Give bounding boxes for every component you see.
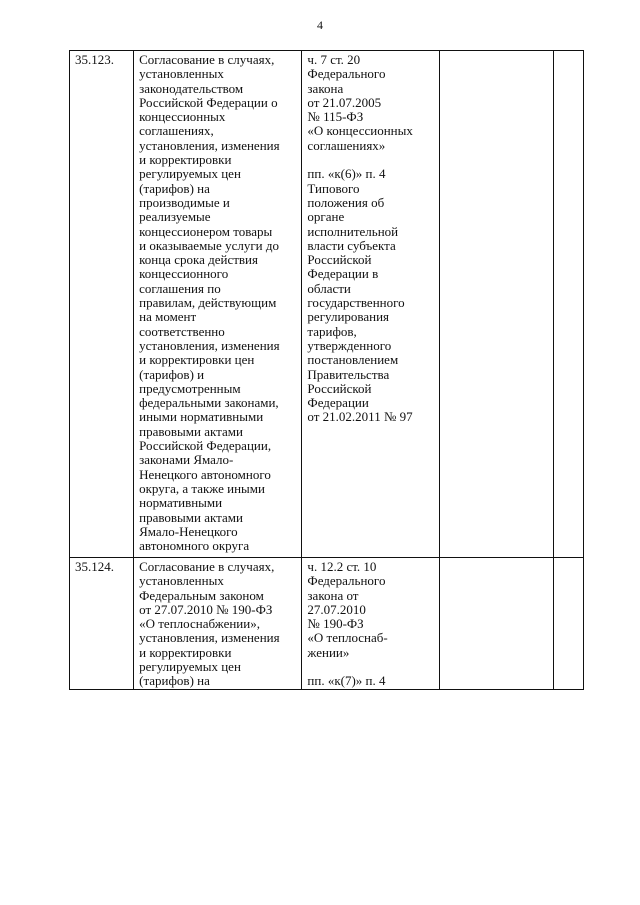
- text-line: и корректировки: [139, 152, 232, 168]
- text-line: иными нормативными: [139, 409, 264, 425]
- text-line: Согласование в случаях,: [139, 559, 275, 574]
- row-number: 35.124.: [75, 559, 114, 574]
- text-line: № 190-ФЗ: [307, 616, 364, 632]
- text-line: правовыми актами: [139, 423, 243, 439]
- text-line: от 21.02.2011 № 97: [307, 409, 413, 425]
- text-line: положения об: [307, 194, 385, 210]
- text-line: области: [307, 280, 351, 296]
- text-line: утвержденного: [307, 337, 392, 353]
- text-line: соглашениях»: [307, 137, 386, 153]
- text-line: и оказываемые услуги до: [139, 237, 279, 253]
- text-line: концессионных: [139, 109, 226, 125]
- text-line: и корректировки цен: [139, 352, 255, 368]
- legal-basis-text-1: [307, 53, 435, 153]
- text-line: на момент: [139, 309, 197, 325]
- legal-basis-cell: [302, 558, 439, 690]
- row-number-cell: [70, 558, 134, 690]
- text-line: ч. 7 ст. 20: [307, 52, 361, 67]
- empty-cell: [439, 51, 553, 558]
- text-line: (тарифов) на: [139, 180, 210, 196]
- text-line: Российской: [307, 252, 372, 268]
- text-line: Ненецкого автономного: [139, 466, 271, 482]
- text-line: 27.07.2010: [307, 601, 366, 617]
- text-line: «О концессионных: [307, 123, 413, 139]
- text-line: от 27.07.2010 № 190-ФЗ: [139, 601, 273, 617]
- text-line: органе: [307, 209, 345, 225]
- text-line: от 21.07.2005: [307, 94, 382, 110]
- text-line: установления, изменения: [139, 137, 280, 153]
- text-line: соответственно: [139, 323, 225, 339]
- empty-cell: [553, 51, 583, 558]
- table-row: [70, 51, 584, 558]
- text-line: нормативными: [139, 495, 223, 511]
- text-line: установленных: [139, 573, 224, 589]
- text-line: соглашения по: [139, 280, 221, 296]
- description-text: [139, 560, 298, 689]
- text-line: Федерального: [307, 66, 386, 82]
- legal-basis-cell: [302, 51, 439, 558]
- text-line: Правительства: [307, 366, 390, 382]
- legal-basis-text-2: [307, 167, 435, 424]
- text-line: реализуемые: [139, 209, 211, 225]
- text-line: Федерального: [307, 573, 386, 589]
- text-line: Российской Федерации о: [139, 94, 278, 110]
- text-line: пп. «к(6)» п. 4: [307, 166, 386, 182]
- text-line: № 115-ФЗ: [307, 109, 364, 125]
- paragraph-gap: [307, 153, 435, 167]
- text-line: концессионного: [139, 266, 229, 282]
- text-line: правовыми актами: [139, 509, 243, 525]
- text-line: «О теплоснабжении»,: [139, 616, 260, 632]
- text-line: законами Ямало-: [139, 452, 234, 468]
- text-line: законодательством: [139, 80, 244, 96]
- legal-basis-text-1: [307, 560, 435, 660]
- text-line: и корректировки: [139, 644, 232, 660]
- legal-basis-text-2: [307, 674, 435, 688]
- text-line: Федеральным законом: [139, 587, 264, 603]
- text-line: округа, а также иными: [139, 480, 265, 496]
- text-line: пп. «к(7)» п. 4: [307, 673, 386, 689]
- text-line: тарифов,: [307, 323, 357, 339]
- text-line: производимые и: [139, 194, 230, 210]
- text-line: государственного: [307, 295, 405, 311]
- text-line: ч. 12.2 ст. 10: [307, 559, 377, 574]
- text-line: Ямало-Ненецкого: [139, 523, 238, 539]
- text-line: постановлением: [307, 352, 399, 368]
- text-line: регулируемых цен: [139, 659, 241, 675]
- text-line: исполнительной: [307, 223, 399, 239]
- text-line: правилам, действующим: [139, 295, 277, 311]
- text-line: Федерации: [307, 395, 369, 411]
- empty-cell: [439, 558, 553, 690]
- regulation-table: [69, 50, 584, 690]
- text-line: концессионером товары: [139, 223, 273, 239]
- text-line: Российской Федерации,: [139, 438, 272, 454]
- text-line: регулируемых цен: [139, 166, 241, 182]
- row-number-cell: [70, 51, 134, 558]
- text-line: (тарифов) на: [139, 673, 210, 689]
- text-line: власти субъекта: [307, 237, 396, 253]
- text-line: конца срока действия: [139, 252, 258, 268]
- text-line: закона: [307, 80, 344, 96]
- paragraph-gap: [307, 660, 435, 674]
- text-line: Согласование в случаях,: [139, 52, 275, 67]
- text-line: жении»: [307, 644, 350, 660]
- text-line: предусмотренным: [139, 380, 241, 396]
- text-line: Федерации в: [307, 266, 379, 282]
- table-row: [70, 558, 584, 690]
- text-line: установления, изменения: [139, 630, 280, 646]
- text-line: установленных: [139, 66, 224, 82]
- empty-cell: [553, 558, 583, 690]
- description-cell: [134, 51, 302, 558]
- description-text: [139, 53, 298, 553]
- text-line: регулирования: [307, 309, 390, 325]
- text-line: федеральными законами,: [139, 395, 279, 411]
- text-line: соглашениях,: [139, 123, 214, 139]
- row-number: 35.123.: [75, 52, 114, 67]
- description-cell: [134, 558, 302, 690]
- text-line: Российской: [307, 380, 372, 396]
- text-line: установления, изменения: [139, 337, 280, 353]
- text-line: Типового: [307, 180, 360, 196]
- text-line: (тарифов) и: [139, 366, 205, 382]
- text-line: закона от: [307, 587, 359, 603]
- text-line: «О теплоснаб-: [307, 630, 388, 646]
- page-number: 4: [317, 18, 323, 32]
- text-line: автономного округа: [139, 538, 250, 554]
